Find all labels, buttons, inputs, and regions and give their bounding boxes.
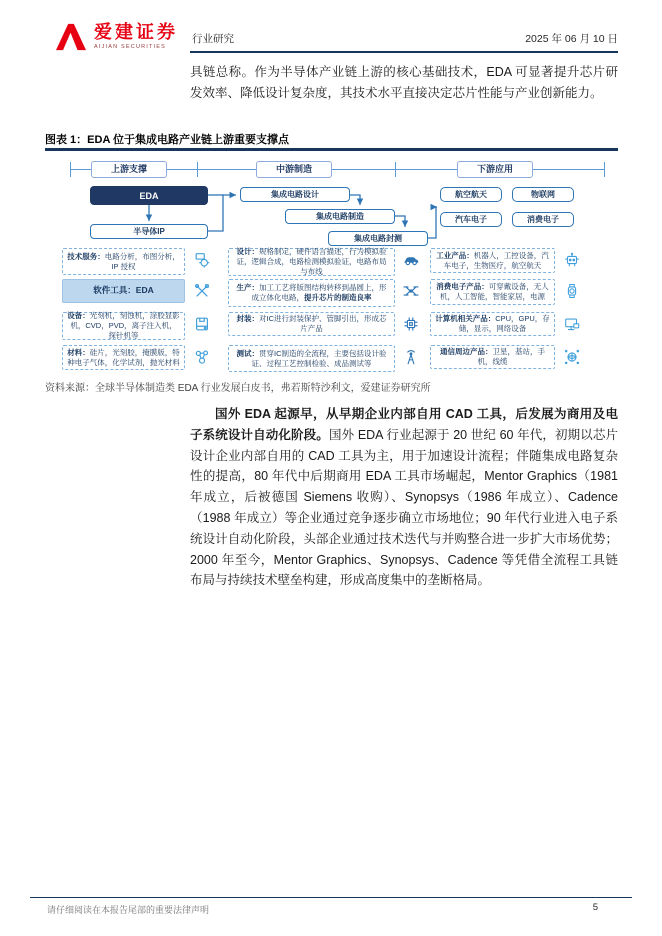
node-eda: EDA [90,186,208,205]
timeline-tick [395,162,396,177]
technical-service-icon [193,251,211,269]
industrial-robot-icon [563,251,581,269]
chip-icon [402,315,420,333]
computer-monitor-icon [563,315,581,333]
stage-downstream: 下游应用 [457,161,533,178]
figure-title: 图表 1：EDA 位于集成电路产业链上游重要支撑点 [45,134,290,146]
stage-upstream: 上游支撑 [91,161,167,178]
timeline-tick [70,162,71,177]
card-materials: 材料：硅片，光刻胶，掩膜版，特种电子气体，化学试剂，抛光材料 [62,345,185,370]
main-paragraph [190,404,618,591]
car-icon [402,251,420,269]
header-divider [190,51,618,53]
materials-icon [193,348,211,366]
brand-logo [54,22,178,57]
page-number: 5 [592,902,598,913]
paragraph-lead: 国外 EDA 起源早，从早期企业内部自用 CAD 工具，后发展为商用及电子系统设计自动化阶段。 [190,407,618,442]
aijian-logo-icon [54,22,88,57]
timeline-tick [197,162,198,177]
drone-icon [402,282,420,300]
brand-name: 爱建证券 [94,22,178,42]
node-app-aerospace: 航空航天 [440,187,502,202]
node-app-iot: 物联网 [512,187,574,202]
node-ic-manufacture: 集成电路制造 [285,209,395,224]
node-app-consumer: 消费电子 [512,212,574,227]
stage-midstream: 中游制造 [256,161,332,178]
card-equipment: 设备：光刻机，刻蚀机，涂胶显影机，CVD，PVD，离子注入机，探针机等 [62,312,185,340]
card-technical-service: 技术服务：电路分析，布图分析，IP 授权 [62,248,185,275]
card-testing: 测试：贯穿IC制造的全流程，主要包括设计验证、过程工艺控制检验、成品测试等 [228,345,395,372]
card-consumer-electronics: 消费电子产品：可穿戴设备，无人机，人工智能，智能家居，电源 [430,279,555,305]
intro-paragraph: 具链总称。作为半导体产业链上游的核心基础技术，EDA 可显著提升芯片研发效率、降低设计复杂度，其技术水平直接决定芯片性能与产业创新能力。 [190,65,618,100]
card-communication-products: 通信周边产品：卫星，基站，手机，线缆 [430,345,555,369]
figure-title-divider [45,148,618,151]
satellite-network-icon [563,348,581,366]
card-computer-products: 计算机相关产品：CPU，GPU，存储，显示，网络设备 [430,312,555,336]
node-ic-package-test: 集成电路封测 [328,231,428,246]
industry-chain-diagram [45,155,618,373]
footer-disclaimer: 请仔细阅读在本报告尾部的重要法律声明 [47,905,210,915]
timeline-tick [604,162,605,177]
card-packaging: 封装：对IC进行封装保护、管脚引出，形成芯片产品 [228,312,395,336]
brand-subtitle: AIJIAN SECURITIES [94,44,167,50]
node-ic-design: 集成电路设计 [240,187,350,202]
equipment-icon [193,315,211,333]
figure-source: 资料来源：全球半导体制造类 EDA 行业发展白皮书，弗若斯特沙利文，爱建证券研究所 [45,383,431,394]
antenna-tower-icon [402,348,420,366]
node-semiconductor-ip: 半导体IP [90,224,208,239]
software-tools-icon [193,282,211,300]
node-app-automotive: 汽车电子 [440,212,502,227]
footer-divider [30,897,632,898]
paragraph-body: 国外 EDA 行业起源于 20 世纪 60 年代，初期以芯片设计企业内部自用的 CAD 工具为主，用于加速设计流程；伴随集成电路复杂性的提高，80 年代中后期商用 EDA 工具市场崛起，Mentor Graphics（1981 年成立，后被德国 Siemens 收购）、Synopsys（1986 年成立）、Cadence（1988 年成立）等企业通过竞争逐步确立市场地位；90 年代行业进入电子系统设计自动化阶段，头部企业通过技术迭代与并购整合进一步扩大市场优势；2000 年至今，Mentor Graphics、Synopsys、Cadence 等凭借全流程工具链布局与持续技术壁垒构建，形成高度集中的垄断格局。 [190,427,618,588]
card-software-tools: 软件工具：EDA [62,279,185,303]
card-design: 设计：规格制定，硬件语言描述，行为模拟验证，逻辑合成，电路检测模拟验证，电路布局与布线 [228,248,395,276]
report-category: 行业研究 [192,33,234,45]
card-industrial-products: 工业产品：机器人，工控设备，汽车电子，生物医疗，航空航天 [430,248,555,273]
report-date: 2025 年 06 月 10 日 [525,33,618,45]
card-production: 生产：加工工艺将版图结构转移到晶圆上，形成立体化电路，提升芯片的制造良率 [228,279,395,307]
smartwatch-icon [563,282,581,300]
